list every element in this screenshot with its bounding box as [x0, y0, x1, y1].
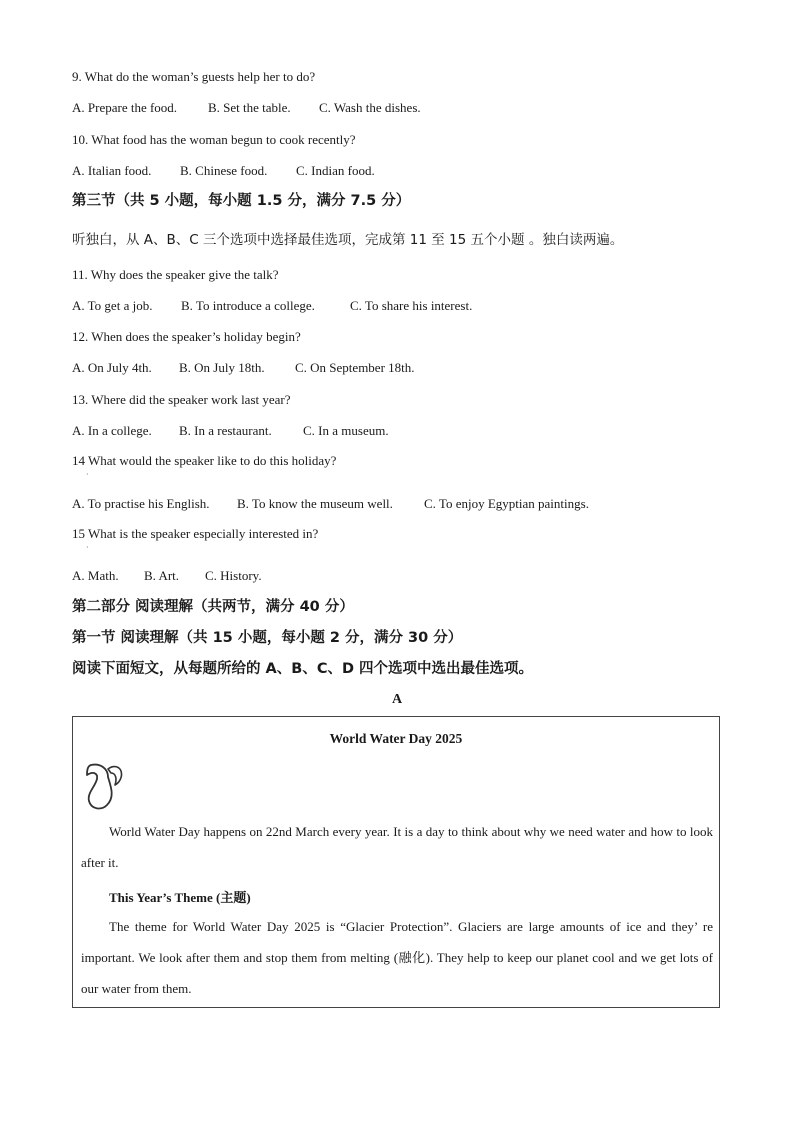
option-a: A. Italian food.	[72, 163, 152, 178]
question-14-options	[72, 496, 589, 512]
water-drop-icon	[81, 761, 127, 811]
question-13-options	[72, 423, 389, 439]
question-10-options	[72, 163, 375, 179]
passage-paragraph-2: The theme for World Water Day 2025 is “Glacier Protection”. Glaciers are large amounts of ice and they’ re important. We look after them and stop them from melting (融化). They help to keep our planet cool and we get lots of our water from them.	[81, 919, 713, 996]
option-a: A. To practise his English.	[72, 496, 210, 511]
option-a: A. On July 4th.	[72, 360, 152, 375]
question-15-options	[72, 568, 262, 584]
option-b: B. On July 18th.	[179, 360, 265, 375]
section-3-instruction: 听独白，从 A、B、C 三个选项中选择最佳选项，完成第 11 至 15 五个小题 。独白读两遍。	[72, 232, 624, 248]
passage-subheading: This Year’s Theme (主题)	[109, 890, 251, 905]
question-12-options	[72, 360, 415, 376]
option-c: C. History.	[205, 568, 262, 583]
passage-paragraph-1: World Water Day happens on 22nd March every year. It is a day to think about why we need water and how to look after it.	[81, 824, 713, 870]
option-c: C. Wash the dishes.	[319, 100, 421, 115]
question-13-text: 13. Where did the speaker work last year?	[72, 392, 291, 407]
question-14-tick: ·	[86, 470, 89, 479]
option-b: B. To know the museum well.	[237, 496, 393, 511]
question-9-options	[72, 100, 421, 116]
question-10-text: 10. What food has the woman begun to cook recently?	[72, 132, 356, 147]
option-b: B. In a restaurant.	[179, 423, 272, 438]
option-c: C. To enjoy Egyptian paintings.	[424, 496, 589, 511]
question-11-options	[72, 298, 472, 314]
part-2-section-1-heading: 第一节 阅读理解（共 15 小题，每小题 2 分，满分 30 分）	[72, 630, 463, 646]
option-c: C. On September 18th.	[295, 360, 415, 375]
option-c: C. Indian food.	[296, 163, 375, 178]
part-2-instruction: 阅读下面短文，从每题所给的 A、B、C、D 四个选项中选出最佳选项。	[72, 661, 534, 677]
question-9-text: 9. What do the woman’s guests help her to do?	[72, 69, 316, 84]
option-b: B. Chinese food.	[180, 163, 268, 178]
passage-title: World Water Day 2025	[329, 731, 463, 746]
option-b: B. To introduce a college.	[181, 298, 315, 313]
part-2-heading: 第二部分 阅读理解（共两节，满分 40 分）	[72, 599, 354, 615]
section-3-heading: 第三节（共 5 小题，每小题 1.5 分，满分 7.5 分）	[72, 193, 411, 209]
option-a: A. Math.	[72, 568, 119, 583]
question-15-tick: ·	[86, 543, 89, 552]
option-a: A. In a college.	[72, 423, 152, 438]
question-15-text: 15 What is the speaker especially interested in?	[72, 526, 319, 541]
option-c: C. To share his interest.	[350, 298, 473, 313]
question-14-text: 14 What would the speaker like to do this holiday?	[72, 453, 337, 468]
option-a: A. To get a job.	[72, 298, 153, 313]
question-11-text: 11. Why does the speaker give the talk?	[72, 267, 279, 282]
passage-letter: A	[391, 692, 403, 707]
option-b: B. Art.	[144, 568, 180, 583]
passage-box	[72, 716, 720, 1008]
option-a: A. Prepare the food.	[72, 100, 178, 115]
option-b: B. Set the table.	[208, 100, 291, 115]
question-12-text: 12. When does the speaker’s holiday begin?	[72, 329, 301, 344]
option-c: C. In a museum.	[303, 423, 389, 438]
